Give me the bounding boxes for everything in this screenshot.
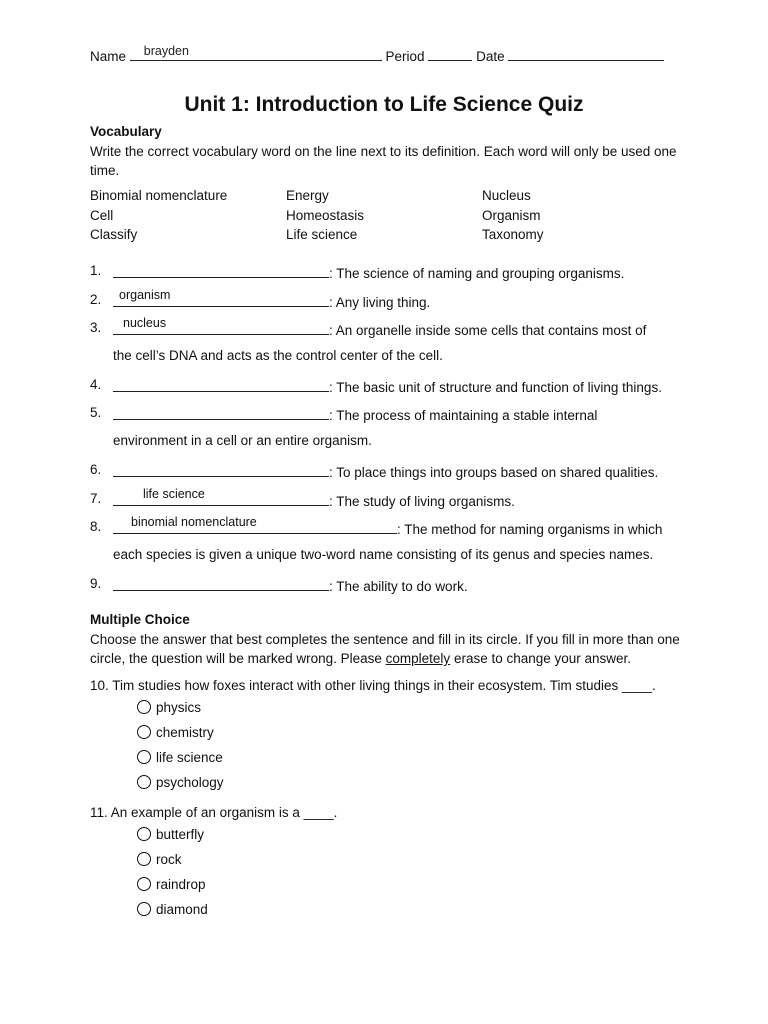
mc-question-text: 10. Tim studies how foxes interact with other living things in their ecosystem. Tim studies ____. bbox=[90, 678, 656, 693]
mc-choice[interactable] bbox=[137, 775, 224, 790]
radio-circle-icon[interactable] bbox=[137, 877, 151, 891]
choice-label: psychology bbox=[156, 775, 224, 790]
question-number: 6. bbox=[90, 462, 102, 477]
definition-text: : Any living thing. bbox=[329, 295, 431, 310]
definition-text: : The ability to do work. bbox=[329, 579, 468, 594]
answer-blank[interactable] bbox=[113, 405, 329, 420]
radio-circle-icon[interactable] bbox=[137, 775, 151, 789]
mc-choice[interactable] bbox=[137, 902, 208, 917]
definition-text: : An organelle inside some cells that contains most of bbox=[329, 323, 647, 338]
date-field[interactable] bbox=[508, 47, 664, 61]
word-bank-column bbox=[90, 186, 227, 245]
question-number: 4. bbox=[90, 377, 102, 392]
definition-continued: environment in a cell or an entire organism. bbox=[113, 433, 372, 448]
definition-text: : The process of maintaining a stable internal bbox=[329, 408, 598, 423]
answer-blank[interactable] bbox=[113, 487, 329, 506]
answer-text: nucleus bbox=[123, 316, 167, 330]
radio-circle-icon[interactable] bbox=[137, 902, 151, 916]
mc-question-text: 11. An example of an organism is a ____. bbox=[90, 805, 338, 820]
choice-label: chemistry bbox=[156, 725, 214, 740]
choice-label: rock bbox=[156, 852, 182, 867]
radio-circle-icon[interactable] bbox=[137, 852, 151, 866]
word-bank-item: Life science bbox=[286, 227, 358, 242]
definition-continued: each species is given a unique two-word name consisting of its genus and species names. bbox=[113, 547, 654, 562]
word-bank-item: Taxonomy bbox=[482, 227, 544, 242]
instructions-underlined: completely bbox=[385, 651, 451, 666]
word-bank-item: Nucleus bbox=[482, 188, 531, 203]
instructions-text: Choose the answer that best completes the sentence and fill in its circle. If you fill in more than one circle, the question will be marked wrong. Please bbox=[90, 632, 680, 666]
period-field[interactable] bbox=[428, 47, 472, 61]
question-number: 7. bbox=[90, 491, 102, 506]
student-info-header bbox=[90, 44, 664, 64]
question-number: 5. bbox=[90, 405, 102, 420]
mc-choice[interactable] bbox=[137, 750, 223, 765]
choice-label: life science bbox=[156, 750, 223, 765]
radio-circle-icon[interactable] bbox=[137, 827, 151, 841]
vocabulary-instructions: Write the correct vocabulary word on the line next to its definition. Each word will only be used one time. bbox=[90, 144, 677, 178]
mc-choice[interactable] bbox=[137, 852, 182, 867]
word-bank-item: Binomial nomenclature bbox=[90, 188, 228, 203]
instructions-text: erase to change your answer. bbox=[450, 651, 632, 666]
name-value: brayden bbox=[143, 44, 189, 58]
answer-text: organism bbox=[119, 288, 171, 302]
question-number: 9. bbox=[90, 576, 102, 591]
word-bank-item: Homeostasis bbox=[286, 207, 365, 223]
answer-text: binomial nomenclature bbox=[131, 515, 257, 529]
question-number: 3. bbox=[90, 320, 102, 335]
radio-circle-icon[interactable] bbox=[137, 725, 151, 739]
definition-text: : The method for naming organisms in which bbox=[397, 522, 663, 537]
word-bank-item: Organism bbox=[482, 207, 541, 223]
definition-continued: the cell’s DNA and acts as the control center of the cell. bbox=[113, 348, 443, 363]
word-bank-column bbox=[286, 186, 364, 245]
word-bank-item: Energy bbox=[286, 188, 329, 203]
choice-label: diamond bbox=[156, 902, 208, 917]
question-number: 2. bbox=[90, 292, 102, 307]
answer-blank[interactable] bbox=[113, 377, 329, 392]
name-field[interactable] bbox=[130, 44, 382, 61]
vocabulary-heading: Vocabulary bbox=[90, 124, 162, 139]
choice-label: physics bbox=[156, 700, 202, 715]
radio-circle-icon[interactable] bbox=[137, 750, 151, 764]
definition-text: : The science of naming and grouping organisms. bbox=[329, 266, 625, 281]
question-number: 1. bbox=[90, 263, 102, 278]
answer-blank[interactable] bbox=[113, 462, 329, 477]
period-label: Period bbox=[385, 49, 425, 64]
answer-blank[interactable] bbox=[113, 263, 329, 278]
answer-blank[interactable] bbox=[113, 576, 329, 591]
mc-choice[interactable] bbox=[137, 700, 201, 715]
definition-text: : The basic unit of structure and function of living things. bbox=[329, 380, 662, 395]
definition-text: : The study of living organisms. bbox=[329, 494, 515, 509]
choice-label: butterfly bbox=[156, 827, 205, 842]
name-label: Name bbox=[90, 49, 127, 64]
word-bank-item: Classify bbox=[90, 227, 138, 242]
mc-choice[interactable] bbox=[137, 877, 206, 892]
mc-choice[interactable] bbox=[137, 725, 214, 740]
multiple-choice-instructions bbox=[90, 630, 690, 668]
word-bank-column bbox=[482, 186, 544, 245]
multiple-choice-heading: Multiple Choice bbox=[90, 612, 190, 627]
choice-label: raindrop bbox=[156, 877, 206, 892]
page-title: Unit 1: Introduction to Life Science Quiz bbox=[184, 93, 584, 116]
definition-text: : To place things into groups based on shared qualities. bbox=[329, 465, 659, 480]
word-bank-item: Cell bbox=[90, 207, 114, 223]
answer-blank[interactable] bbox=[113, 288, 329, 307]
answer-text: life science bbox=[143, 487, 205, 501]
question-number: 8. bbox=[90, 519, 102, 534]
date-label: Date bbox=[476, 49, 505, 64]
radio-circle-icon[interactable] bbox=[137, 700, 151, 714]
mc-choice[interactable] bbox=[137, 827, 204, 842]
answer-blank[interactable] bbox=[113, 316, 329, 335]
answer-blank[interactable] bbox=[113, 515, 397, 534]
